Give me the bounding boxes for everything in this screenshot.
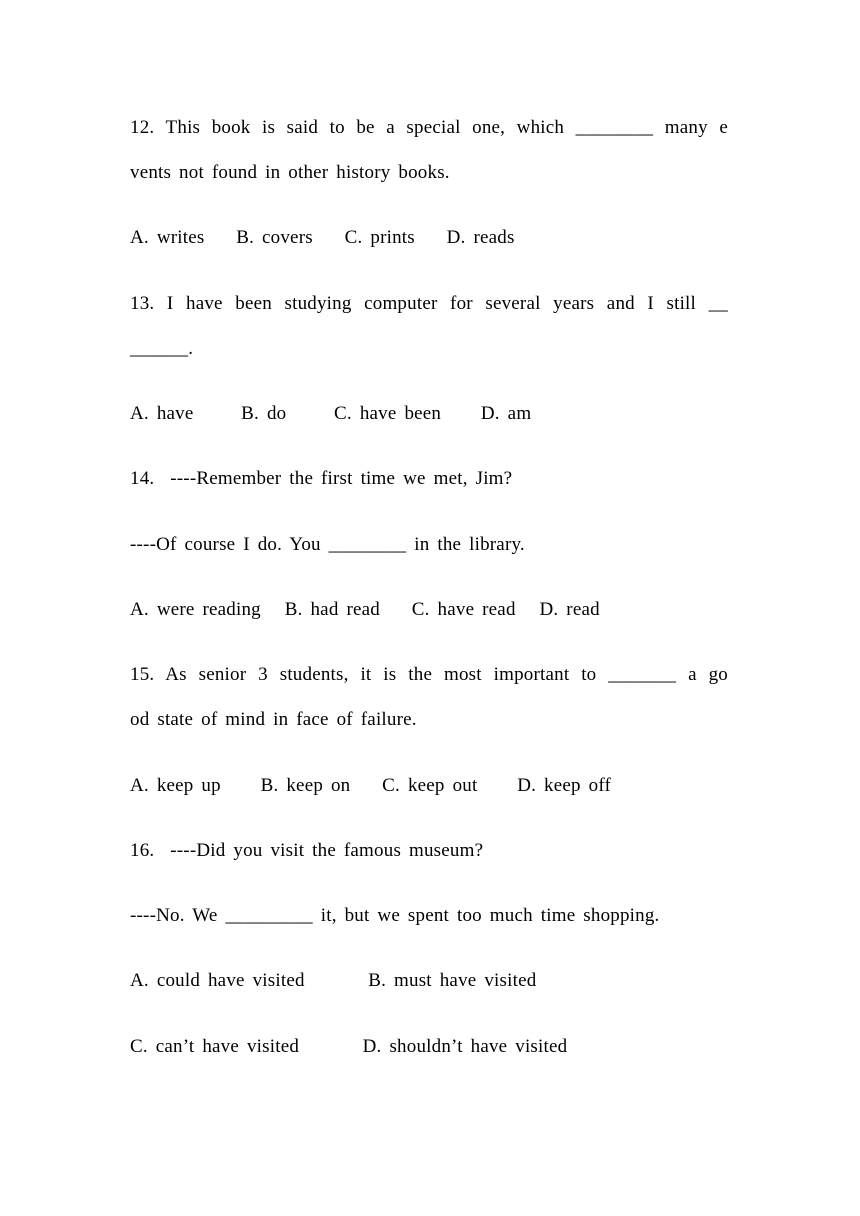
question-12-line-2: vents not found in other history books.	[130, 162, 450, 183]
question-15-options: A. keep up B. keep on C. keep out D. keep off	[130, 775, 612, 796]
question-14-options: A. were reading B. had read C. have read D. read	[130, 599, 600, 620]
question-14-line-1: 14. ----Remember the first time we met, Jim?	[130, 468, 513, 489]
question-16-options-1: A. could have visited B. must have visited	[130, 970, 537, 991]
question-12-options: A. writes B. covers C. prints D. reads	[130, 227, 515, 248]
question-15-line-1: 15. As senior 3 students, it is the most important to _______ a go	[130, 664, 728, 685]
question-13-options: A. have B. do C. have been D. am	[130, 403, 532, 424]
question-13-line-1: 13. I have been studying computer for several years and I still __	[130, 293, 728, 314]
question-12-line-1: 12. This book is said to be a special one, which ________ many e	[130, 117, 728, 138]
question-16-line-1: 16. ----Did you visit the famous museum?	[130, 840, 484, 861]
question-16-options-2: C. can’t have visited D. shouldn’t have visited	[130, 1036, 568, 1057]
question-14-line-2: ----Of course I do. You ________ in the library.	[130, 534, 525, 555]
question-15-line-2: od state of mind in face of failure.	[130, 709, 417, 730]
question-13-line-2: ______.	[130, 338, 194, 359]
question-16-line-2: ----No. We _________ it, but we spent too much time shopping.	[130, 905, 660, 926]
